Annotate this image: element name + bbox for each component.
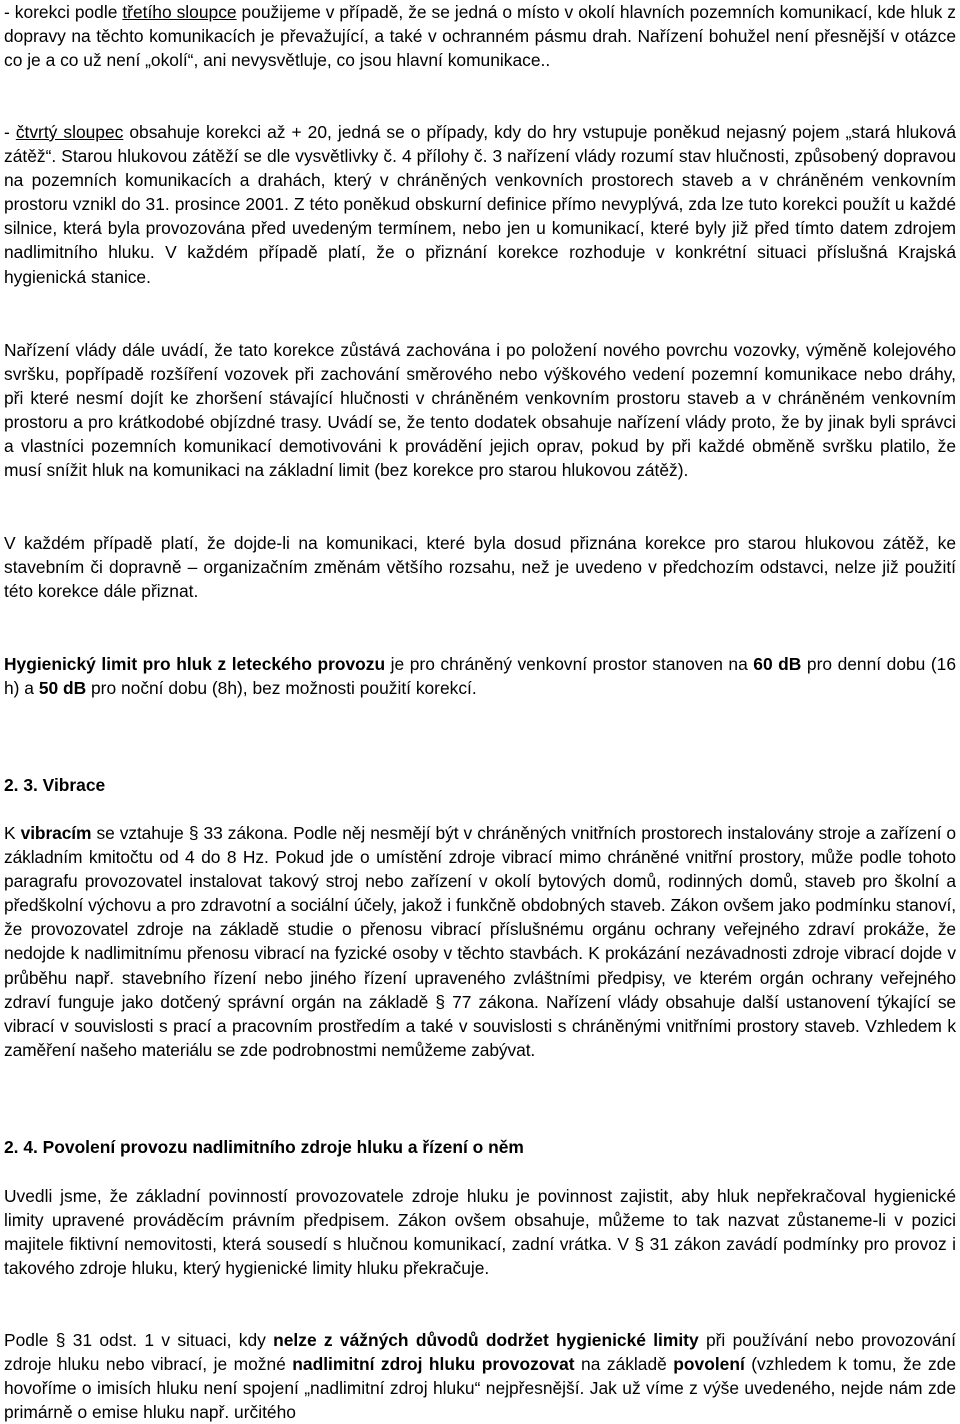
paragraph-vibrations [4,821,956,1062]
paragraph-third-column [4,0,956,72]
text: (vzhledem k tomu, že zde hovoříme o imisích hluku není spojení „nadlimitní zdroj hluku“ nejpřesnější. Jak už víme z výše uvedeného, nejde nám zde primárně o emise hluku např. určitého [4,1354,956,1423]
heading-permit: 2. 4. Povolení provozu nadlimitního zdroje hluku a řízení o něm [4,1137,524,1157]
bold-text: nadlimitní zdroj hluku provozovat [292,1354,575,1375]
text: - korekci podle [4,2,123,22]
text: použijeme v případě, že se jedná o místo v okolí hlavních pozemních komunikací, kde hluk z dopravy na těchto komunikacích je převažující, a také v ochranném pásmu drah. Nařízení bohužel není přesnější v otázce co je a co už není „okolí“, ani nevysvětluje, co jsou hlavní komunikace.. [4,2,957,71]
text: při používání nebo provozování zdroje hluku nebo vibrací, je možné [4,1330,956,1375]
bold-value: 50 dB [38,678,87,699]
text: obsahuje korekci až + 20, jedná se o případy, kdy do hry vstupuje poněkud nejasný pojem „stará hluková zátěž“. Starou hlukovou zátěží se dle vysvětlivky č. 4 přílohy č. 3 nařízení vlády rozumí stav hlučnosti, způsobený dopravou na pozemních komunikacích a drahách, který v chráněných venkovních prostorech staveb a v chráněném venkovním prostoru vznikl do 31. prosince 2001. Z této poněkud obskurní definice přímo nevyplývá, zda lze tuto korekci použít u každé silnice, která byla provozována před uvedeným termínem, nebo jen u komunikací, které byly již před tímto datem zdrojem nadlimitního hluku. V každém případě platí, že o přiznání korekce rozhoduje v konkrétní situaci příslušná Krajská hygienická stanice. [4,122,957,287]
text: je pro chráněný venkovní prostor stanoven na [385,654,754,674]
bold-value: 60 dB [753,654,802,674]
text: K [4,823,21,843]
bold-text: Hygienický limit pro hluk z leteckého provozu [4,654,386,674]
paragraph-operator-duty: Uvedli jsme, že základní povinností provozovatele zdroje hluku je povinnost zajistit, aby hluk nepřekračoval hygienické limity upravené prováděcím právním předpisem. Zákon ovšem obsahuje, můžeme to tak nazvat zůstanemе-li v pozici majitele fiktivní nemovitosti, která sousedí s hlučnou komunikací, zadní vrátka. V § 31 zákon zavádí podmínky pro provoz i takového zdroje hluku, který hygienické limity hluku překračuje. [4,1186,956,1279]
paragraph-fourth-column [4,120,956,289]
heading-vibrations: 2. 3. Vibrace [4,775,106,795]
text: se vztahuje § 33 zákona. Podle něj nesmějí být v chráněných vnitřních prostorech instalovány stroje a zařízení o základním kmitočtu od 4 do 8 Hz. Pokud jde o umístění zdroje vibrací mimo chráněné vnitřní prostory, může podle tohoto paragrafu provozovatel instalovat takový stroj nebo zařízení v okolí bytových domů, rodinných domů, staveb pro školní a předškolní výchovu a pro zdravotní a sociální účely, jakož i funkčně obdobných staveb. Zákon ovšem jako podmínku stanoví, že provozovatel zdroje na základě studie o přenosu vibrací příslušnému orgánu ochrany veřejného zdraví prokáže, že nedojde k nadlimitnímu přenosu vibrací na fyzické osoby v těchto stavbách. K prokázání nezávadnosti zdroje vibrací dojde v průběhu např. stavebního řízení nebo jiného řízení upraveného zvláštními předpisy, ve kterém orgán ochrany veřejného zdraví funguje jako dotčený správní orgán na základě § 77 zákona. Nařízení vlády obsahuje další ustanovení týkající se vibrací v souvislosti s prací a pracovním prostředím a také v souvislosti s chráněnými vnitřními prostory staveb. Vzhledem k zaměření našeho materiálu se zde podrobnostmi nemůžeme zabývat. [4,823,956,1060]
underlined-term: třetího sloupce [122,2,237,22]
text: na základě [574,1354,674,1375]
text: - [4,122,16,142]
paragraph-aviation-noise-limit [4,652,956,700]
bold-term: vibracím [20,823,92,843]
text: Podle § 31 odst. 1 v situaci, kdy [4,1330,274,1350]
paragraph-government-regulation: Nařízení vlády dále uvádí, že tato korekce zůstává zachována i po položení nového povrchu vozovky, výměně kolejového svršku, popřípadě rozšíření vozovek při zachování směrového nebo výškového vedení pozemní komunikace nebo dráhy, při které nesmí dojít ke zhoršení stávající hlučnosti v chráněném venkovním prostoru staveb a v chráněném venkovním prostoru a pro krátkodobé objízdné trasy. Uvádí se, že tento dodatek obsahuje nařízení vlády proto, že by jinak byli správci a vlastníci pozemních komunikací demotivováni k provádění jejich oprav, pokud by při každé obměně svršku platilo, že musí snížit hluk na komunikaci na základní limit (bez korekce pro starou hlukovou zátěž). [4,340,956,481]
bold-text: nelze z vážných důvodů dodržet hygienické limity [273,1330,699,1350]
bold-text: povolení [673,1354,745,1375]
paragraph-section-31 [4,1328,956,1424]
text: pro denní dobu (16 h) a [4,654,957,699]
text: pro noční dobu (8h), bez možnosti použití korekcí. [86,678,477,699]
underlined-term: čtvrtý sloupec [15,122,124,142]
paragraph-any-case: V každém případě platí, že dojde-li na komunikaci, které byla dosud přiznána korekce pro starou hlukovou zátěž, ke stavebním či dopravně – organizačním změnám většího rozsahu, než je uvedeno v předchozím odstavci, nelze již použití této korekce dále přiznat. [4,533,956,602]
